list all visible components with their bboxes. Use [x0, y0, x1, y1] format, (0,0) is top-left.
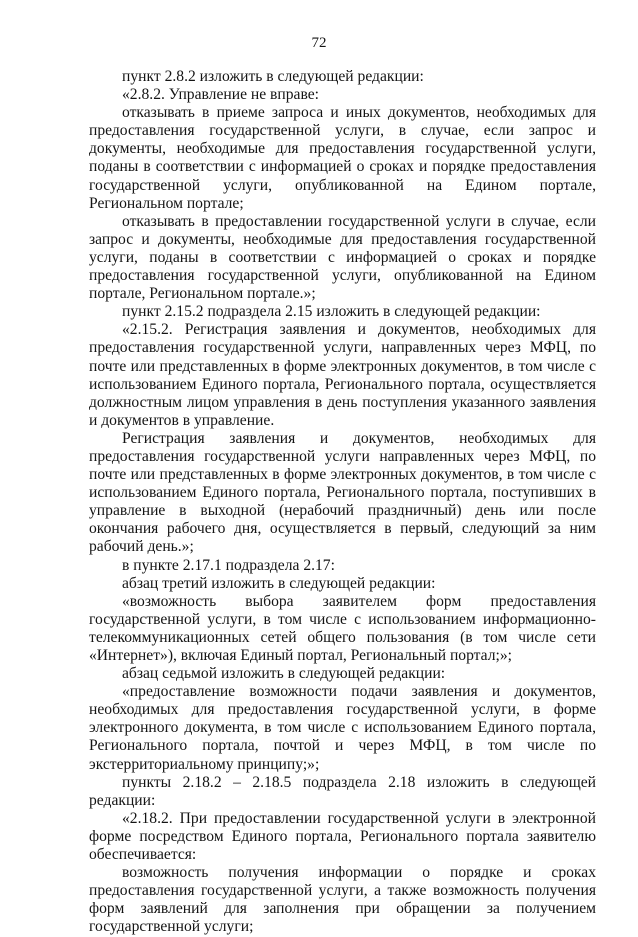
paragraph: возможность получения информации о порядке и сроках предоставления государственной услуги, а также возможность получения форм заявлений для заполнения при обращении за получением государственной услуги;: [89, 864, 596, 936]
paragraph: пункт 2.8.2 изложить в следующей редакции:: [122, 68, 424, 85]
paragraph: «2.15.2. Регистрация заявления и документов, необходимых для предоставления государственной услуги, направленных через МФЦ, по почте или представленных в форме электронных документов, в том числе с использованием Единого портала, Регионального портала, осуществляется должностным лицом управления в день поступления указанного заявления и документов в управление.: [89, 321, 596, 429]
paragraph: пункты 2.18.2 – 2.18.5 подраздела 2.18 изложить в следующей редакции:: [89, 773, 596, 809]
paragraph: отказывать в приеме запроса и иных документов, необходимых для предоставления государственной услуги, в случае, если запрос и документы, необходимые для предоставления государственной услуги, поданы в соответствии с информацией о сроках и порядке предоставления государственной услуги, опубликованной на Едином портале, Региональном портале;: [89, 104, 596, 212]
paragraph: в пункте 2.17.1 подраздела 2.17:: [122, 556, 335, 574]
paragraph: «2.18.2. При предоставлении государственной услуги в электронной форме посредством Единого портала, Регионального портала заявителю обеспечивается:: [89, 809, 596, 864]
paragraph: пункт 2.15.2 подраздела 2.15 изложить в следующей редакции:: [122, 303, 541, 321]
paragraph: отказывать в предоставлении государственной услуги в случае, если запрос и документы, необходимые для предоставления государственной услуги, поданы в соответствии с информацией о сроках и порядке предоставления государственной услуги, опубликованной на Едином портале, Региональном портале.»;: [89, 212, 596, 303]
paragraph: Регистрация заявления и документов, необходимых для предоставления государственной услуги направленных через МФЦ, по почте или представленных в форме электронных документов, в том числе с использованием Единого портала, Регионального портала, поступивших в управление в выходной (нерабочий праздничный) день или после окончания рабочего дня, осуществляется в первый, следующий за ним рабочий день.»;: [89, 429, 596, 556]
document-body: [89, 68, 596, 937]
paragraph: «2.8.2. Управление не вправе:: [122, 86, 319, 104]
paragraph: абзац третий изложить в следующей редакции:: [122, 574, 436, 592]
page-number: 72: [311, 35, 327, 51]
paragraph: «предоставление возможности подачи заявления и документов, необходимых для предоставления государственной услуги, в форме электронного документа, в том числе с использованием Единого портала, Регионального портала, почтой и через МФЦ, в том числе по экстерриториальному принципу;»;: [89, 683, 596, 773]
paragraph: «возможность выбора заявителем форм предоставления государственной услуги, в том числе с использованием информационно-телекоммуникационных сетей общего пользования (в том числе сети «Интернет»), включая Единый портал, Региональный портал;»;: [89, 592, 596, 664]
paragraph: абзац седьмой изложить в следующей редакции:: [122, 665, 446, 683]
